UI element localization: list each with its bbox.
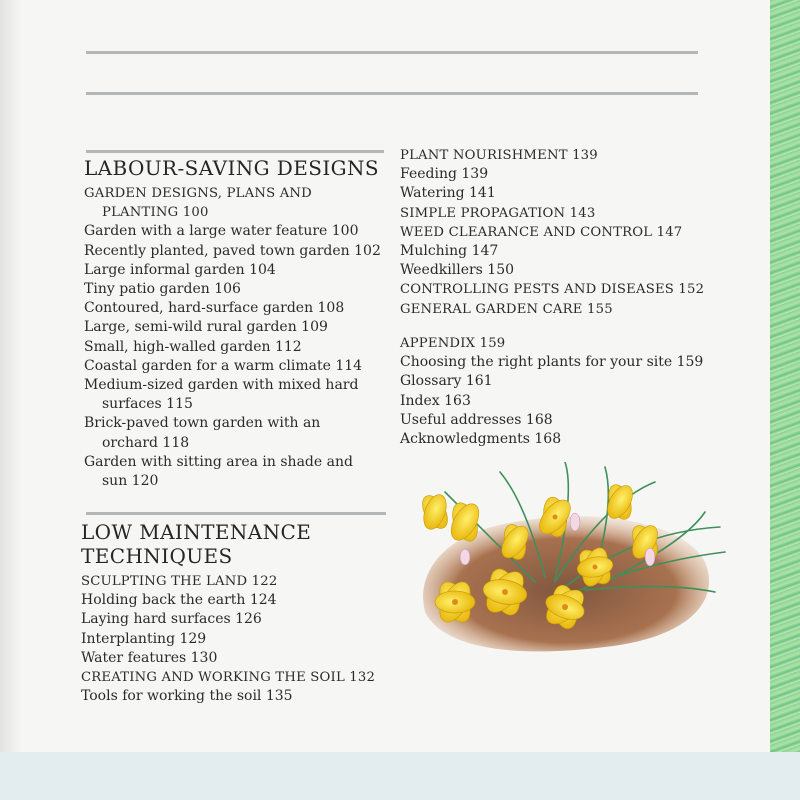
binding-shadow	[0, 0, 22, 752]
toc-entry: Garden with a large water feature 100	[84, 223, 359, 240]
toc-entry: Garden with sitting area in shade and	[84, 453, 353, 470]
toc-entry: Holding back the earth 124	[81, 592, 277, 609]
toc-entry: GARDEN DESIGNS, PLANS AND	[84, 186, 312, 201]
toc-entry: Large, semi-wild rural garden 109	[84, 319, 328, 336]
toc-entry: Coastal garden for a warm climate 114	[84, 357, 363, 374]
toc-entry: Mulching 147	[400, 243, 499, 260]
toc-entry: PLANT NOURISHMENT 139	[400, 148, 598, 163]
toc-entry: Brick-paved town garden with an	[84, 415, 321, 432]
section-title-line2: TECHNIQUES	[81, 544, 233, 568]
toc-entry: Weedkillers 150	[400, 262, 515, 279]
toc-entry: Tiny patio garden 106	[84, 281, 241, 298]
crocus-illustration	[405, 462, 735, 662]
toc-entry: Glossary 161	[400, 373, 493, 390]
section-rule-labour	[86, 150, 384, 153]
toc-entry: APPENDIX 159	[400, 336, 506, 351]
section-title: LABOUR-SAVING DESIGNS	[84, 156, 380, 180]
toc-entry: surfaces 115	[102, 396, 193, 413]
header-rule-bottom	[86, 92, 698, 95]
toc-entry: sun 120	[102, 473, 159, 490]
toc-entry: Laying hard surfaces 126	[81, 611, 262, 628]
section-appendix	[400, 334, 730, 449]
toc-entry: Tools for working the soil 135	[81, 688, 293, 705]
toc-entry: SIMPLE PROPAGATION 143	[400, 205, 596, 221]
toc-entry: Acknowledgments 168	[400, 431, 562, 448]
toc-entry: Useful addresses 168	[400, 411, 553, 428]
toc-entry: Index 163	[400, 392, 471, 409]
toc-entry: SCULPTING THE LAND 122	[81, 574, 278, 589]
header-rule-top	[86, 51, 698, 54]
toc-entry: Medium-sized garden with mixed hard	[84, 377, 359, 394]
toc-entry: Large informal garden 104	[84, 261, 276, 278]
toc-entry: CREATING AND WORKING THE SOIL 132	[81, 670, 376, 686]
section-rule-low-maintenance	[86, 512, 386, 515]
toc-entry: CONTROLLING PESTS AND DISEASES 152	[400, 282, 705, 298]
toc-entry: Feeding 139	[400, 166, 489, 183]
section-title-line1: LOW MAINTENANCE	[81, 520, 312, 544]
toc-entry: Interplanting 129	[81, 630, 207, 647]
section-low-maintenance	[81, 520, 401, 706]
section-labour-saving	[84, 156, 394, 491]
toc-entry: PLANTING 100	[102, 205, 209, 221]
page-edge-decoration	[770, 0, 800, 752]
toc-entry: Recently planted, paved town garden 102	[84, 242, 381, 259]
toc-entry: Watering 141	[400, 185, 496, 202]
section-garden-care	[400, 146, 730, 319]
toc-entry: GENERAL GARDEN CARE 155	[400, 301, 613, 317]
toc-entry: Contoured, hard-surface garden 108	[84, 300, 345, 317]
toc-entry: Water features 130	[81, 649, 218, 666]
page-bottom-edge	[0, 752, 800, 800]
toc-entry: orchard 118	[102, 434, 190, 451]
toc-entry: WEED CLEARANCE AND CONTROL 147	[400, 224, 683, 240]
toc-entry: Choosing the right plants for your site 159	[400, 354, 704, 371]
toc-entry: Small, high-walled garden 112	[84, 338, 302, 355]
